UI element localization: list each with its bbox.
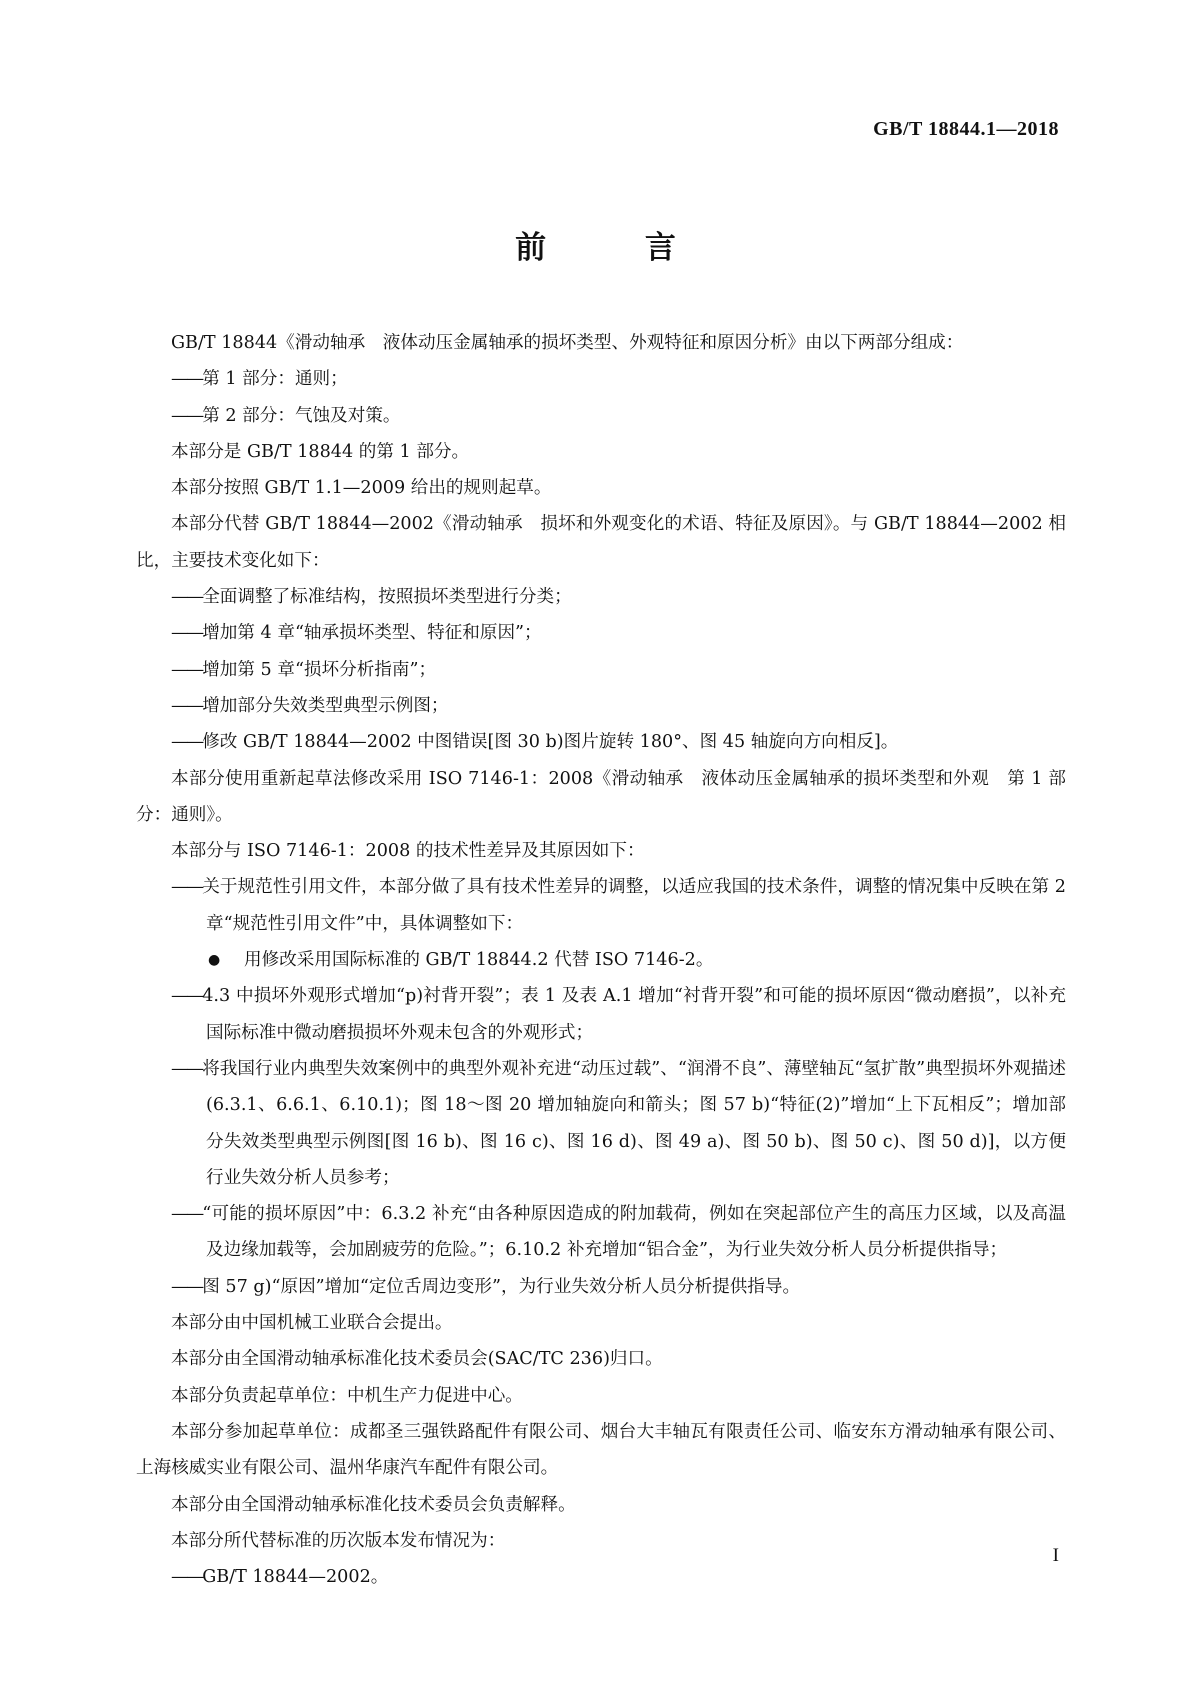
dash-list-item — [136, 724, 1066, 760]
list-item-text: 将我国行业内典型失效案例中的典型外观补充进“动压过载”、“润滑不良”、薄壁轴瓦“氢扩散”典型损坏外观描述(6.3.1、6.6.1、6.10.1)；图 18～图 20 增加轴旋向和箭头；图 57 b)“特征(2)”增加“上下瓦相反”；增加部分失效类型典型示例图[图 16 b)、图 16 c)、图 16 d)、图 49 a)、图 50 b)、图 50 c)、图 50 d)]，以方便行业失效分析人员参考； — [202, 1058, 1066, 1188]
paragraph: 本部分参加起草单位：成都圣三强铁路配件有限公司、烟台大丰轴瓦有限责任公司、临安东方滑动轴承有限公司、上海核威实业有限公司、温州华康汽车配件有限公司。 — [136, 1421, 1066, 1479]
list-item-text: 图 57 g)“原因”增加“定位舌周边变形”，为行业失效分析人员分析提供指导。 — [202, 1276, 801, 1297]
paragraph: 本部分是 GB/T 18844 的第 1 部分。 — [171, 441, 470, 462]
dash-marker: —— — [171, 1276, 203, 1297]
dash-marker: —— — [171, 1058, 203, 1079]
page-title: 前 言 — [515, 230, 720, 266]
dash-list-item — [136, 652, 1066, 688]
bullet-list-item — [136, 942, 1066, 978]
list-item-text: 增加部分失效类型典型示例图； — [202, 695, 449, 716]
list-item-text: 修改 GB/T 18844—2002 中图错误[图 30 b)图片旋转 180°、图 45 轴旋向方向相反]。 — [202, 732, 899, 753]
standard-code: GB/T 18844.1—2018 — [873, 118, 1059, 140]
list-item-text: 用修改采用国际标准的 GB/T 18844.2 代替 ISO 7146-2。 — [244, 950, 714, 971]
dash-marker: —— — [171, 986, 203, 1007]
list-item-text: 第 1 部分：通则； — [202, 369, 348, 390]
document-body — [136, 325, 1066, 1595]
dash-marker: —— — [171, 587, 203, 608]
dash-list-item — [136, 869, 1066, 942]
dash-list-item — [136, 579, 1066, 615]
paragraph: 本部分所代替标准的历次版本发布情况为： — [171, 1530, 506, 1551]
paragraph: 本部分与 ISO 7146-1：2008 的技术性差异及其原因如下： — [171, 841, 645, 862]
paragraph: 本部分代替 GB/T 18844—2002《滑动轴承 损坏和外观变化的术语、特征及原因》。与 GB/T 18844—2002 相比，主要技术变化如下： — [136, 514, 1066, 571]
dash-marker: —— — [171, 369, 203, 390]
dash-list-item — [136, 398, 1066, 434]
dash-marker: —— — [171, 732, 203, 753]
paragraph: 本部分由全国滑动轴承标准化技术委员会负责解释。 — [171, 1494, 576, 1515]
list-item-text: GB/T 18844—2002。 — [202, 1567, 389, 1588]
dash-marker: —— — [171, 1204, 203, 1225]
page-number: I — [1052, 1545, 1059, 1566]
list-item-text: 第 2 部分：气蚀及对策。 — [202, 405, 401, 426]
dash-list-item — [136, 361, 1066, 397]
dash-marker: —— — [171, 1567, 203, 1588]
dash-marker: —— — [171, 695, 203, 716]
dash-marker: —— — [171, 623, 203, 644]
dash-marker: —— — [171, 405, 203, 426]
list-item-text: “可能的损坏原因”中：6.3.2 补充“由各种原因造成的附加载荷，例如在突起部位产生的高压力区域，以及高温及边缘加载等，会加剧疲劳的危险。”；6.10.2 补充增加“铝合金”，为行业失效分析人员分析提供指导； — [202, 1204, 1066, 1261]
paragraph: 本部分按照 GB/T 1.1—2009 给出的规则起草。 — [171, 478, 552, 499]
paragraph: 本部分由全国滑动轴承标准化技术委员会(SAC/TC 236)归口。 — [171, 1349, 663, 1370]
paragraph: 本部分由中国机械工业联合会提出。 — [171, 1313, 453, 1334]
list-item-text: 增加第 5 章“损坏分析指南”； — [202, 659, 437, 680]
dash-list-item — [136, 688, 1066, 724]
list-item-text: 全面调整了标准结构，按照损坏类型进行分类； — [202, 587, 572, 608]
dash-list-item — [136, 1051, 1066, 1196]
dash-marker: —— — [171, 659, 203, 680]
list-item-text: 4.3 中损坏外观形式增加“p)衬背开裂”；表 1 及表 A.1 增加“衬背开裂”和可能的损坏原因“微动磨损”，以补充国际标准中微动磨损损坏外观未包含的外观形式； — [202, 986, 1066, 1043]
bullet-icon: ● — [208, 952, 221, 969]
dash-list-item — [136, 615, 1066, 651]
list-item-text: 关于规范性引用文件，本部分做了具有技术性差异的调整，以适应我国的技术条件，调整的情况集中反映在第 2 章“规范性引用文件”中，具体调整如下： — [202, 877, 1066, 934]
paragraph: 本部分使用重新起草法修改采用 ISO 7146-1：2008《滑动轴承 液体动压金属轴承的损坏类型和外观 第 1 部分：通则》。 — [136, 768, 1066, 825]
dash-marker: —— — [171, 877, 203, 898]
paragraph: GB/T 18844《滑动轴承 液体动压金属轴承的损坏类型、外观特征和原因分析》由以下两部分组成： — [171, 333, 964, 353]
dash-list-item — [136, 1559, 1066, 1595]
list-item-text: 增加第 4 章“轴承损坏类型、特征和原因”； — [202, 623, 542, 644]
dash-list-item — [136, 1269, 1066, 1305]
paragraph: 本部分负责起草单位：中机生产力促进中心。 — [171, 1385, 523, 1406]
dash-list-item — [136, 1196, 1066, 1269]
dash-list-item — [136, 978, 1066, 1051]
